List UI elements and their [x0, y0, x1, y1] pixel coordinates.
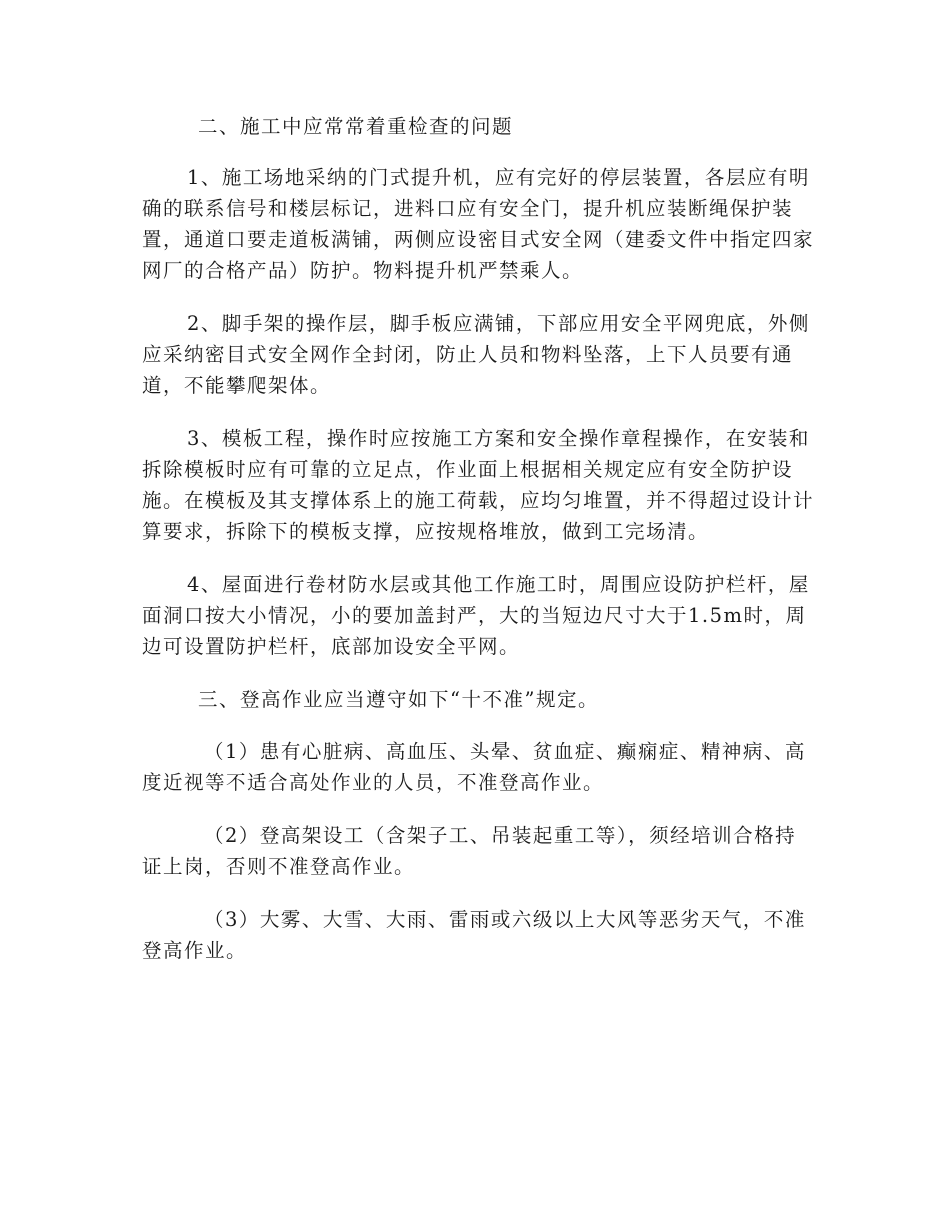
document-body [142, 111, 814, 988]
section-heading-2: 二、施工中应常常着重检查的问题 [198, 115, 514, 138]
paragraph-item-1: 1、施工场地采纳的门式提升机，应有完好的停层装置，各层应有明确的联系信号和楼层标记，进料口应有安全门，提升机应装断绳保护装置，通道口要走道板满铺，两侧应设密目式安全网（建委文件中指定四家网厂的合格产品）防护。物料提升机严禁乘人。 [142, 166, 815, 282]
paragraph-item-3: 3、模板工程，操作时应按施工方案和安全操作章程操作，在安装和拆除模板时应有可靠的立足点，作业面上根据相关规定应有安全防护设施。在模板及其支撑体系上的施工荷载，应均匀堆置，并不得超过设计计算要求，拆除下的模板支撑，应按规格堆放，做到工完场清。 [142, 427, 815, 543]
paragraph-item-4: 4、屋面进行卷材防水层或其他工作施工时，周围应设防护栏杆，屋面洞口按大小情况，小的要加盖封严，大的当短边尺寸大于1.5m时，周边可设置防护栏杆，底部加设安全平网。 [142, 573, 810, 658]
rule-item-2: （2）登高架设工（含架子工、吊装起重工等），须经培训合格持证上岗，否则不准登高作业。 [142, 824, 797, 878]
rule-item-1: （1）患有心脏病、高血压、头晕、贫血症、癫痫症、精神病、高度近视等不适合高处作业的人员，不准登高作业。 [142, 740, 806, 794]
section-heading-3: 三、登高作业应当遵守如下“十不准”规定。 [198, 688, 599, 711]
paragraph-item-2: 2、脚手架的操作层，脚手板应满铺，下部应用安全平网兜底，外侧应采纳密目式安全网作全封闭，防止人员和物料坠落，上下人员要有通道，不能攀爬架体。 [142, 312, 810, 397]
rule-item-3: （3）大雾、大雪、大雨、雷雨或六级以上大风等恶劣天气，不准登高作业。 [142, 908, 806, 962]
